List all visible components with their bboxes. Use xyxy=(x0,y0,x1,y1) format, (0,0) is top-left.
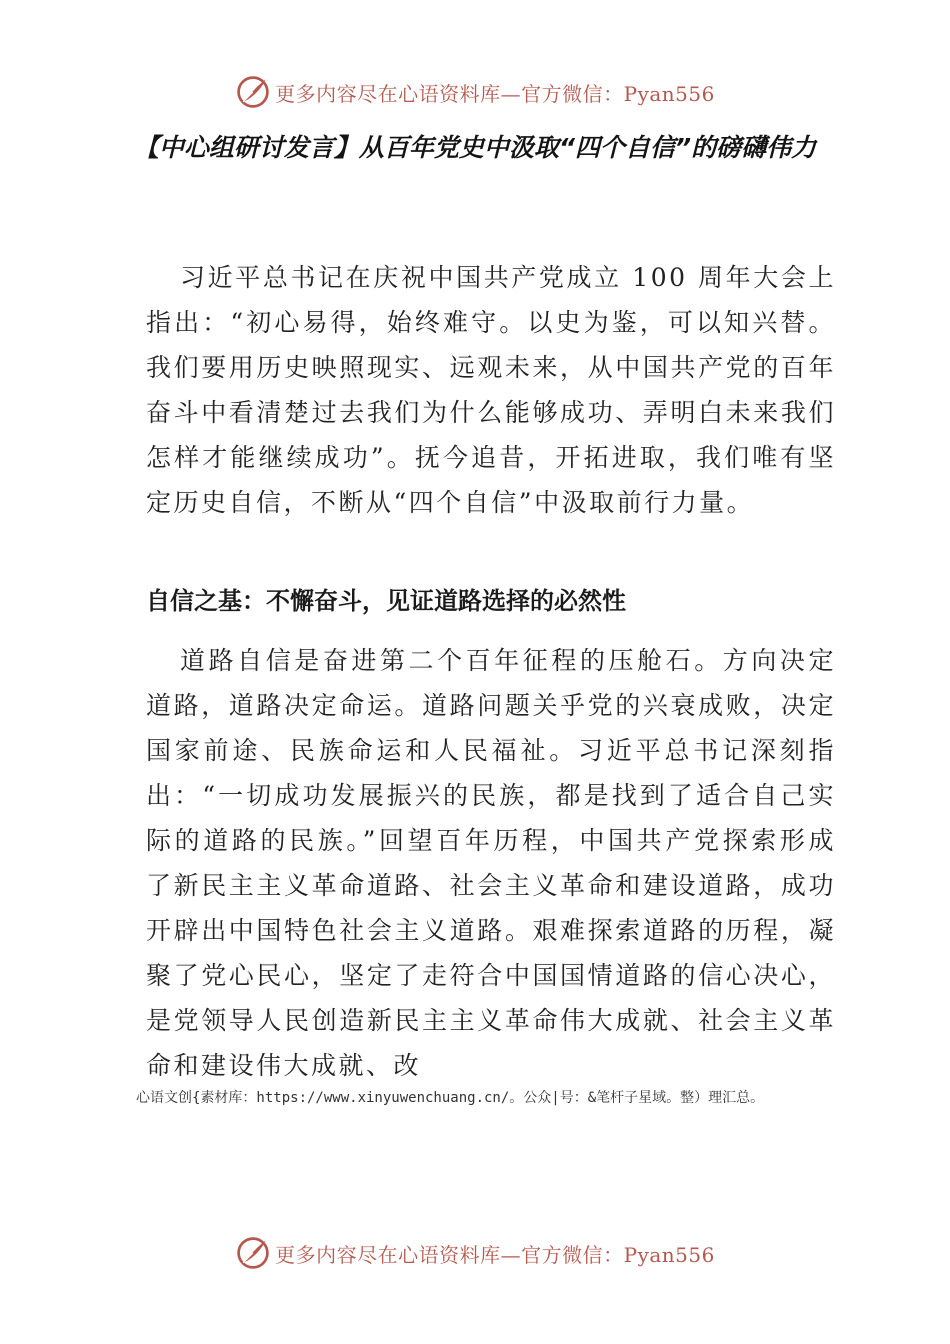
banner-text: 更多内容尽在心语资料库—官方微信：Pyan556 xyxy=(275,1242,715,1267)
section-paragraph: 道路自信是奋进第二个百年征程的压舱石。方向决定道路，道路决定命运。道路问题关乎党的兴衰成败，决定国家前途、民族命运和人民福祉。习近平总书记深刻指出：“一切成功发展振兴的民族，都是找到了适合自己实际的道路的民族。”回望百年历程，中国共产党探索形成了新民主主义革命道路、社会主义革命和建设道路，成功开辟出中国特色社会主义道路。艰难探索道路的历程，凝聚了党心民心，坚定了走符合中国国情道路的信心决心，是党领导人民创造新民主主义革命伟大成就、社会主义革命和建设伟大成就、改 xyxy=(146,646,836,1080)
banner-text: 更多内容尽在心语资料库—官方微信：Pyan556 xyxy=(275,81,715,106)
section-heading: 自信之基：不懈奋斗，见证道路选择的必然性 xyxy=(146,587,626,615)
footer-banner xyxy=(0,1231,950,1275)
intro-paragraph: 习近平总书记在庆祝中国共产党成立 100 周年大会上指出：“初心易得，始终难守。以史为鉴，可以知兴替。我们要用历史映照现实、远观未来，从中国共产党的百年奋斗中看清楚过去我们为什么能够成功、弄明白未来我们怎样才能继续成功”。抚今追昔，开拓进取，我们唯有坚定历史自信，不断从“四个自信”中汲取前行力量。 xyxy=(146,263,836,517)
quill-pen-logo-icon xyxy=(235,74,271,110)
source-footnote: 心语文创{素材库：https://www.xinyuwenchuang.cn/。公众|号：&笔杆子星域。整）理汇总。 xyxy=(136,1090,765,1106)
document-title: 【中心组研讨发言】从百年党史中汲取“四个自信”的磅礴伟力 xyxy=(133,133,817,162)
quill-pen-logo-icon xyxy=(235,1235,271,1271)
header-banner xyxy=(0,70,950,114)
